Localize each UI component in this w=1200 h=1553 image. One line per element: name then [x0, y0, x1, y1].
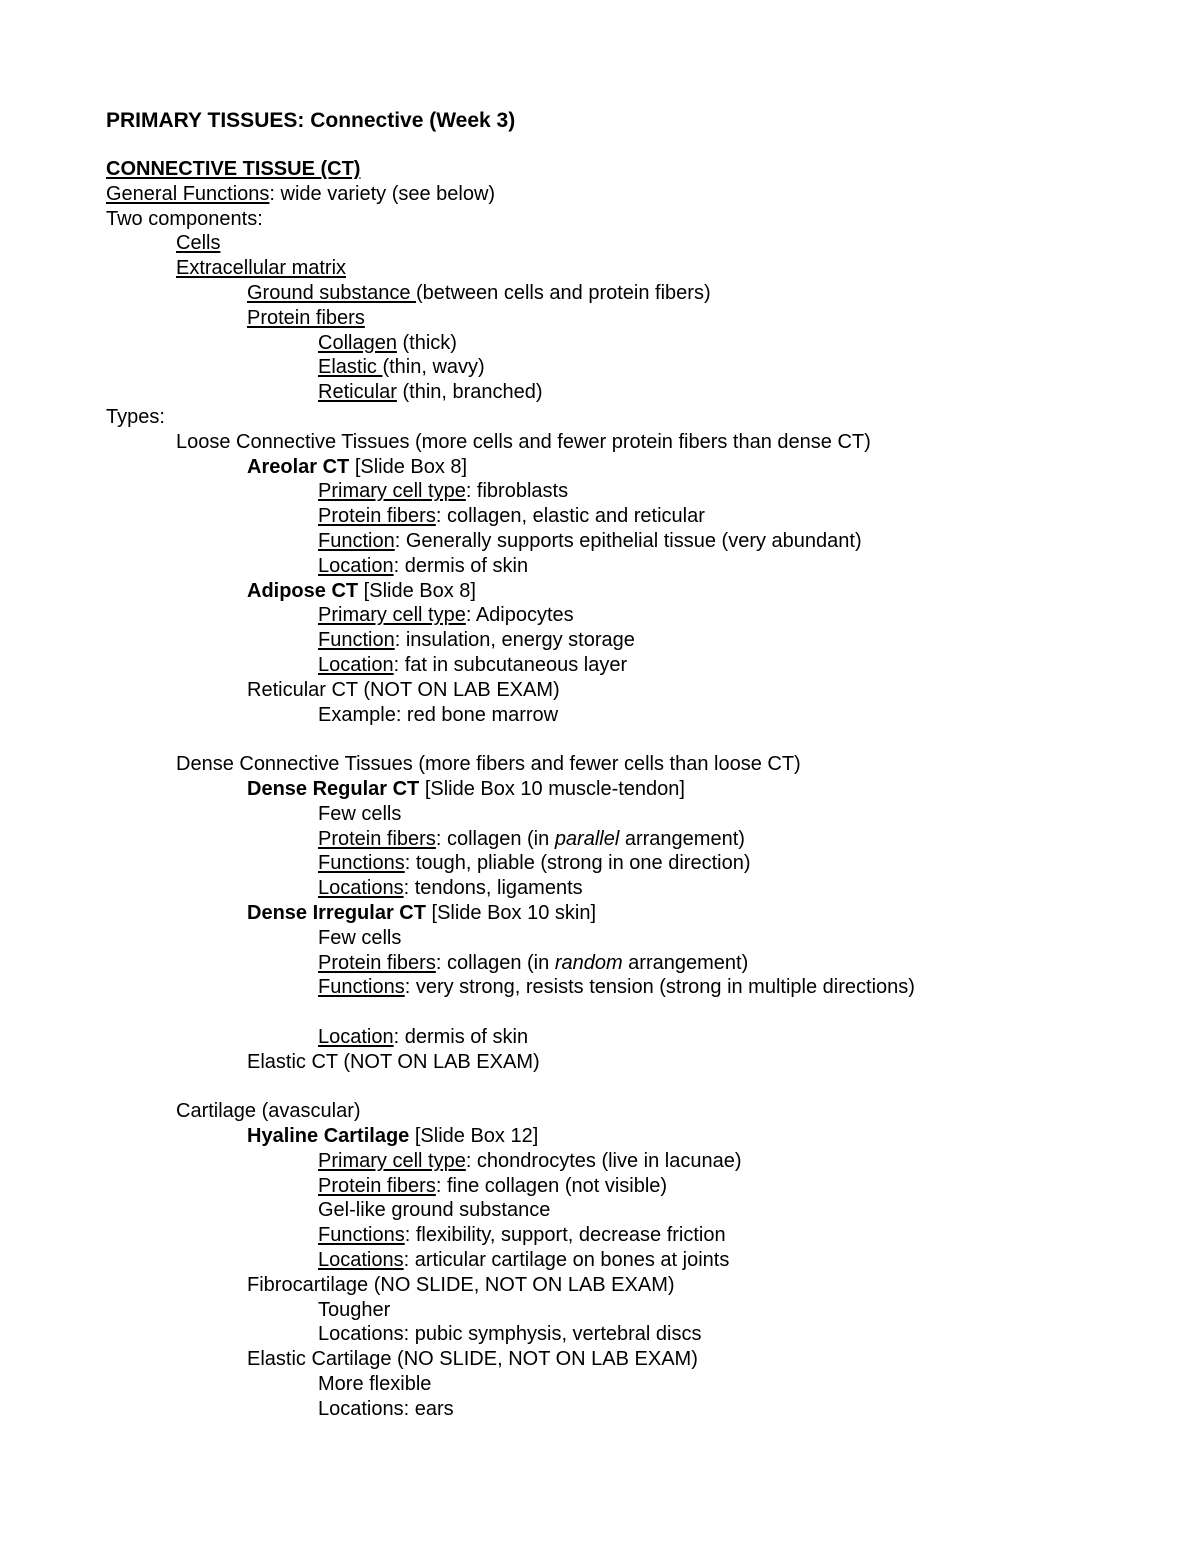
dense-irregular-fibers-line: Protein fibers: collagen (in random arrangement) — [318, 951, 749, 974]
areolar-cell-line: Primary cell type: fibroblasts — [318, 480, 569, 503]
elastic-cartilage-locations-line: Locations: ears — [318, 1397, 454, 1420]
fibrocartilage-tougher-line: Tougher — [318, 1298, 391, 1321]
blank-line — [106, 1074, 1166, 1099]
protein-fibers-line: Protein fibers — [247, 306, 365, 329]
elastic-cartilage-flexible-line: More flexible — [318, 1373, 432, 1396]
extracellular-matrix-line: Extracellular matrix — [176, 257, 347, 280]
hyaline-cell-line: Primary cell type: chondrocytes (live in lacunae) — [318, 1149, 742, 1172]
hyaline-gel-line: Gel-like ground substance — [318, 1199, 551, 1222]
fibrocartilage-locations-line: Locations: pubic symphysis, vertebral discs — [318, 1323, 702, 1346]
adipose-cell-line: Primary cell type: Adipocytes — [318, 604, 574, 627]
adipose-heading: Adipose CT [Slide Box 8] — [247, 579, 476, 602]
outline — [106, 157, 1166, 1422]
reticular-line: Reticular (thin, branched) — [318, 381, 543, 404]
dense-regular-cells-line: Few cells — [318, 802, 402, 825]
reticular-example-line: Example: red bone marrow — [318, 703, 559, 726]
blank-line — [106, 1000, 1166, 1025]
collagen-line: Collagen (thick) — [318, 331, 457, 354]
areolar-fibers-line: Protein fibers: collagen, elastic and reticular — [318, 505, 705, 528]
cells-line: Cells — [176, 232, 221, 255]
hyaline-functions-line: Functions: flexibility, support, decrease friction — [318, 1224, 726, 1247]
dense-regular-heading: Dense Regular CT [Slide Box 10 muscle-tendon] — [247, 777, 685, 800]
dense-irregular-cells-line: Few cells — [318, 926, 402, 949]
dense-regular-fibers-line: Protein fibers: collagen (in parallel arrangement) — [318, 827, 745, 850]
hyaline-fibers-line: Protein fibers: fine collagen (not visible) — [318, 1174, 668, 1197]
elastic-line: Elastic (thin, wavy) — [318, 356, 485, 379]
hyaline-heading: Hyaline Cartilage [Slide Box 12] — [247, 1125, 539, 1148]
types-line: Types: — [106, 405, 165, 428]
page-title: PRIMARY TISSUES: Connective (Week 3) — [106, 109, 516, 132]
elastic-ct-line: Elastic CT (NOT ON LAB EXAM) — [247, 1050, 540, 1073]
ground-substance-line: Ground substance (between cells and protein fibers) — [247, 281, 711, 304]
dense-regular-functions-line: Functions: tough, pliable (strong in one direction) — [318, 852, 751, 875]
ct-heading: CONNECTIVE TISSUE (CT) — [106, 158, 361, 180]
reticular-ct-line: Reticular CT (NOT ON LAB EXAM) — [247, 678, 560, 701]
areolar-heading: Areolar CT [Slide Box 8] — [247, 455, 468, 478]
dense-heading: Dense Connective Tissues (more fibers and fewer cells than loose CT) — [176, 753, 801, 776]
general-functions-line: General Functions: wide variety (see below) — [106, 182, 496, 205]
adipose-location-line: Location: fat in subcutaneous layer — [318, 653, 628, 676]
fibrocartilage-line: Fibrocartilage (NO SLIDE, NOT ON LAB EXAM) — [247, 1273, 675, 1296]
elastic-cartilage-line: Elastic Cartilage (NO SLIDE, NOT ON LAB EXAM) — [247, 1348, 698, 1371]
areolar-location-line: Location: dermis of skin — [318, 554, 529, 577]
hyaline-locations-line: Locations: articular cartilage on bones at joints — [318, 1249, 730, 1272]
dense-irregular-heading: Dense Irregular CT [Slide Box 10 skin] — [247, 901, 597, 924]
dense-regular-locations-line: Locations: tendons, ligaments — [318, 877, 583, 900]
section-heading — [106, 157, 1166, 182]
dense-irregular-location-line: Location: dermis of skin — [318, 1025, 529, 1048]
dense-irregular-functions-line: Functions: very strong, resists tension (strong in multiple directions) — [318, 976, 915, 999]
loose-heading: Loose Connective Tissues (more cells and fewer protein fibers than dense CT) — [176, 430, 871, 453]
cartilage-heading: Cartilage (avascular) — [176, 1100, 361, 1123]
two-components-line: Two components: — [106, 207, 263, 230]
blank-line — [106, 727, 1166, 752]
areolar-function-line: Function: Generally supports epithelial tissue (very abundant) — [318, 529, 862, 552]
adipose-function-line: Function: insulation, energy storage — [318, 629, 635, 652]
